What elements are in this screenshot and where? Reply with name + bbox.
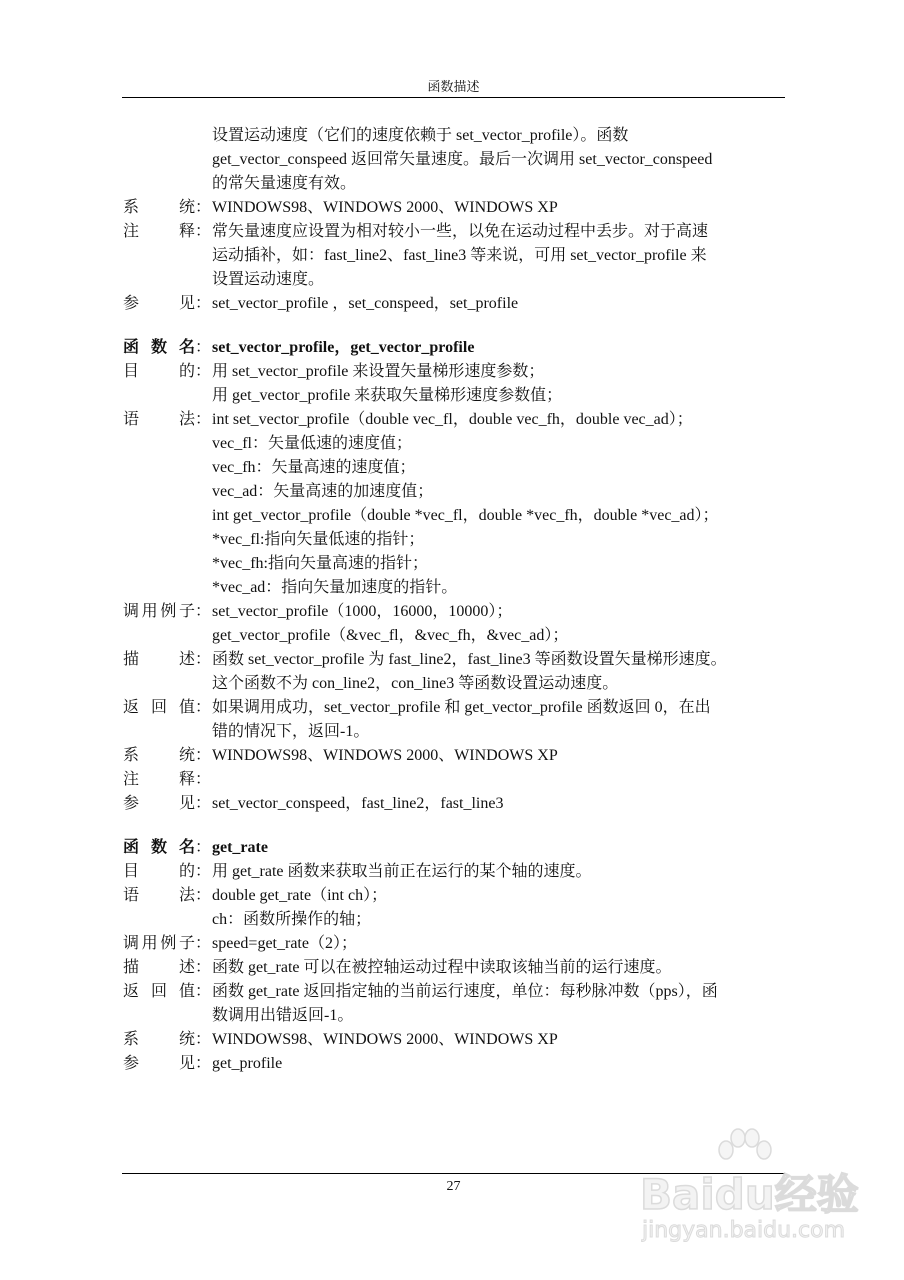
field-label: 参见 [123,795,195,812]
watermark-brand: Baidu经验 [640,1170,859,1219]
field-label: 调用例子 [123,935,195,952]
label-colon: ： [195,295,212,312]
field-label: 目的 [123,363,195,380]
document-body [123,124,793,1076]
field-row [123,648,793,672]
label-colon: ： [195,651,212,668]
field-row [123,292,793,316]
field-row [123,956,793,980]
field-label: 系统 [123,747,195,764]
field-text: 函数 set_vector_profile 为 fast_line2，fast_line3 等函数设置矢量梯形速度。 [212,651,727,668]
label-colon: ： [195,411,212,428]
field-text: 函数 get_rate 可以在被控轴运动过程中读取该轴当前的运行速度。 [212,959,672,976]
continuation-line [123,720,793,744]
continuation-line [123,172,793,196]
label-colon: ： [195,887,212,904]
field-label: 语法 [123,411,195,428]
field-row [123,220,793,244]
label-colon: ： [195,771,212,788]
field-text: get_vector_profile（&vec_fl，&vec_fh，&vec_ad）； [212,627,569,644]
field-text: speed=get_rate（2）； [212,935,357,952]
field-label: 系统 [123,199,195,216]
field-row [123,884,793,908]
field-text: 数调用出错返回-1。 [212,1007,354,1024]
field-label: 函数名 [123,839,195,856]
field-text: WINDOWS98、WINDOWS 2000、WINDOWS XP [212,199,558,216]
field-row [123,1052,793,1076]
field-text: WINDOWS98、WINDOWS 2000、WINDOWS XP [212,1031,558,1048]
header-rule [122,97,785,98]
field-row [123,408,793,432]
continuation-line [123,244,793,268]
continuation-line [123,1004,793,1028]
continuation-line [123,456,793,480]
field-row [123,768,793,792]
field-label: 系统 [123,1031,195,1048]
continuation-line [123,672,793,696]
field-row [123,860,793,884]
label-colon: ： [195,1055,212,1072]
field-label: 描述 [123,959,195,976]
label-colon: ： [195,983,212,1000]
label-colon: ： [195,339,212,356]
field-text: get_rate [212,839,268,856]
page-header-title: 函数描述 [427,79,480,94]
field-text: int set_vector_profile（double vec_fl，double vec_fh，double vec_ad）； [212,411,693,428]
field-text: 设置运动速度（它们的速度依赖于 set_vector_profile）。函数 [212,127,629,144]
baidu-watermark-logo [640,1140,870,1260]
field-text: get_vector_conspeed 返回常矢量速度。最后一次调用 set_vector_conspeed [212,151,713,168]
continuation-line [123,504,793,528]
field-label: 参见 [123,295,195,312]
field-text: get_profile [212,1055,283,1072]
field-label: 描述 [123,651,195,668]
field-text: vec_fh：矢量高速的速度值； [212,459,416,476]
watermark-url: jingyan.baidu.com [642,1218,846,1243]
field-text: *vec_fl:指向矢量低速的指针； [212,531,425,548]
label-colon: ： [195,223,212,240]
field-label: 调用例子 [123,603,195,620]
field-text: int get_vector_profile（double *vec_fl，double *vec_fh，double *vec_ad）； [212,507,719,524]
field-row [123,744,793,768]
field-text: ch：函数所操作的轴； [212,911,372,928]
field-label: 语法 [123,887,195,904]
label-colon: ： [195,839,212,856]
field-label: 目的 [123,863,195,880]
field-text: 用 set_vector_profile 来设置矢量梯形速度参数； [212,363,545,380]
label-colon: ： [195,959,212,976]
label-colon: ： [195,795,212,812]
continuation-line [123,552,793,576]
page-number: 27 [446,1179,461,1194]
field-label: 返回值 [123,983,195,1000]
field-row [123,600,793,624]
field-label: 参见 [123,1055,195,1072]
field-row [123,932,793,956]
field-text: 错的情况下，返回-1。 [212,723,370,740]
field-row [123,1028,793,1052]
label-colon: ： [195,1031,212,1048]
field-text: 用 get_vector_profile 来获取矢量梯形速度参数值； [212,387,563,404]
field-text: set_vector_profile ，set_conspeed，set_profile [212,295,519,312]
field-text: set_vector_profile（1000，16000，10000）； [212,603,513,620]
label-colon: ： [195,699,212,716]
field-text: vec_ad：矢量高速的加速度值； [212,483,434,500]
function-name-row [123,336,793,360]
continuation-line [123,576,793,600]
field-label: 注释 [123,771,195,788]
field-row [123,696,793,720]
field-text: 运动插补，如：fast_line2、fast_line3 等来说，可用 set_vector_profile 来 [212,247,707,264]
field-row [123,980,793,1004]
field-label: 返回值 [123,699,195,716]
continuation-line [123,124,793,148]
field-text: double get_rate（int ch）； [212,887,388,904]
field-text: *vec_fh:指向矢量高速的指针； [212,555,428,572]
field-text: 常矢量速度应设置为相对较小一些，以免在运动过程中丢步。对于高速 [212,223,709,240]
function-name-row [123,836,793,860]
continuation-line [123,908,793,932]
continuation-line [123,432,793,456]
label-colon: ： [195,363,212,380]
label-colon: ： [195,747,212,764]
field-text: 设置运动速度。 [212,271,325,288]
field-row [123,792,793,816]
continuation-line [123,148,793,172]
field-row [123,360,793,384]
field-label: 函数名 [123,339,195,356]
continuation-line [123,268,793,292]
field-text: 这个函数不为 con_line2，con_line3 等函数设置运动速度。 [212,675,619,692]
field-text: 函数 get_rate 返回指定轴的当前运行速度，单位：每秒脉冲数（pps），函 [212,983,718,1000]
field-text: 如果调用成功，set_vector_profile 和 get_vector_profile 函数返回 0，在出 [212,699,711,716]
field-text: 的常矢量速度有效。 [212,175,357,192]
field-label: 注释 [123,223,195,240]
field-text: vec_fl：矢量低速的速度值； [212,435,412,452]
continuation-line [123,384,793,408]
label-colon: ： [195,863,212,880]
label-colon: ： [195,603,212,620]
field-text: WINDOWS98、WINDOWS 2000、WINDOWS XP [212,747,558,764]
field-text: 用 get_rate 函数来获取当前正在运行的某个轴的速度。 [212,863,592,880]
label-colon: ： [195,935,212,952]
field-text: set_vector_profile，get_vector_profile [212,339,475,356]
continuation-line [123,480,793,504]
field-row [123,196,793,220]
continuation-line [123,528,793,552]
label-colon: ： [195,199,212,216]
continuation-line [123,624,793,648]
field-text: *vec_ad：指向矢量加速度的指针。 [212,579,458,596]
field-text: set_vector_conspeed，fast_line2，fast_line3 [212,795,504,812]
